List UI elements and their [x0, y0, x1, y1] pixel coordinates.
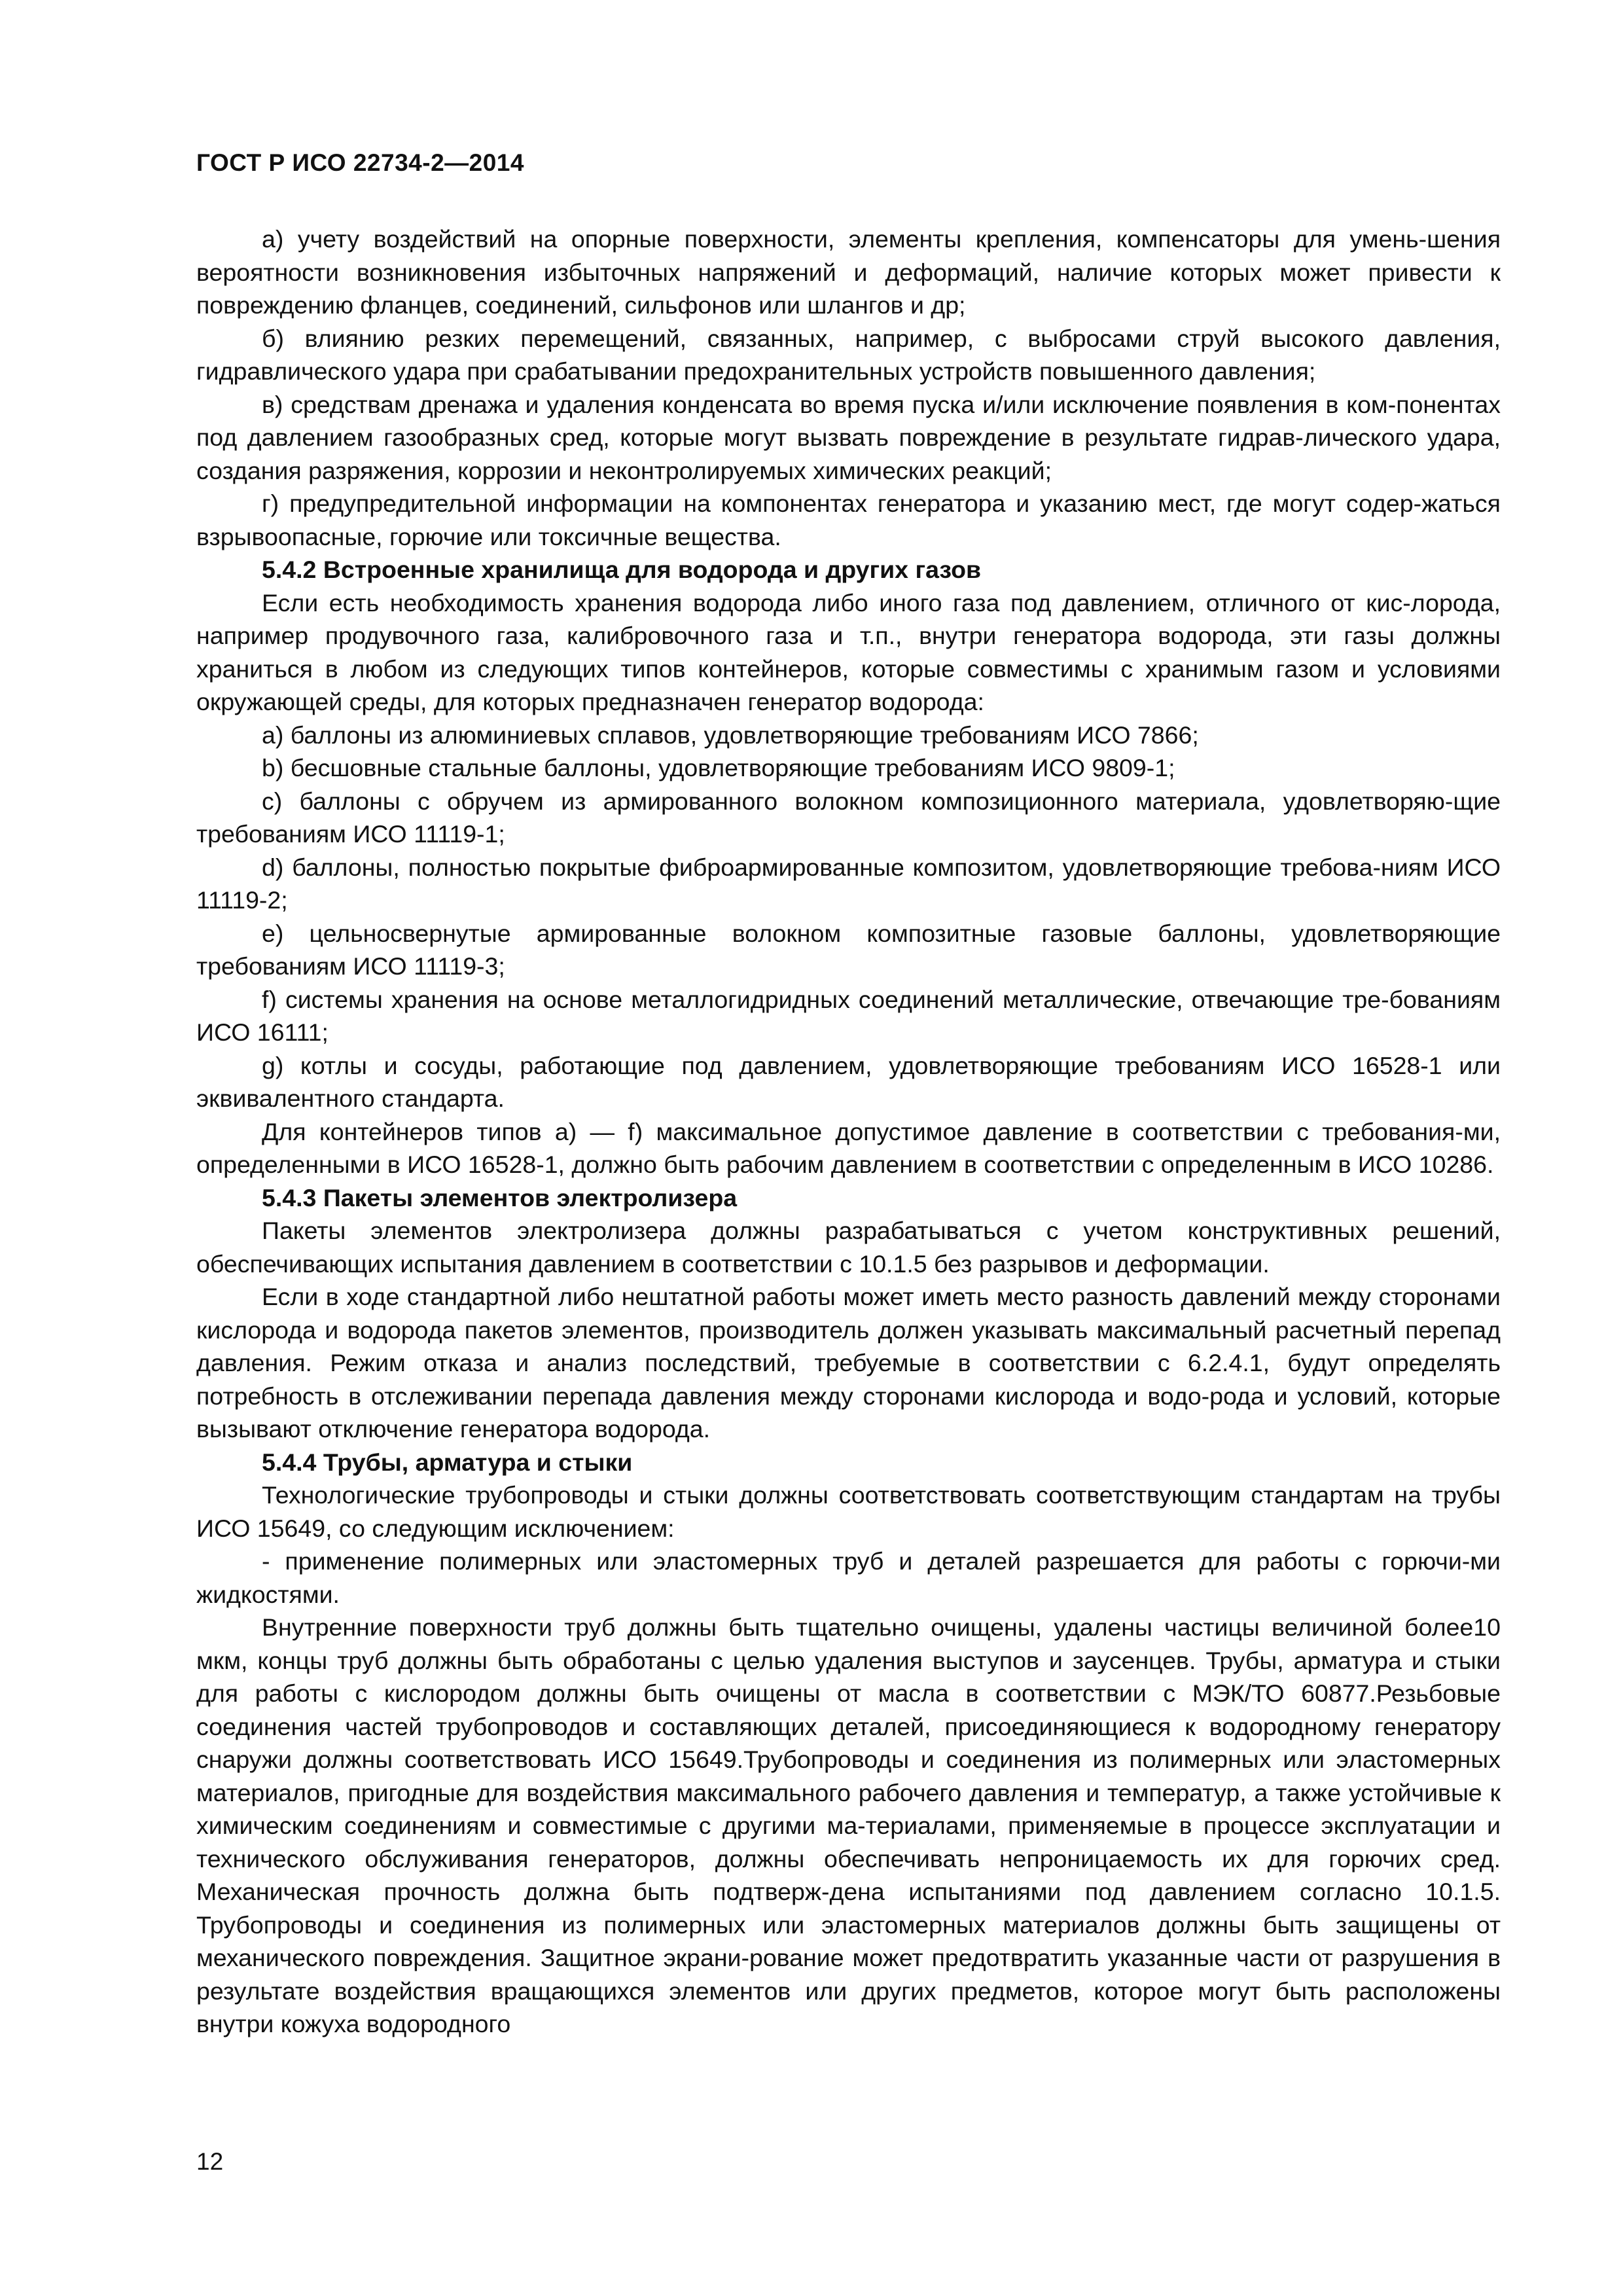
page-number: 12: [196, 2148, 224, 2175]
list-item-f: f) системы хранения на основе металлогидридных соединений металлические, отвечающие тре-бованиям ИСО 16111;: [196, 985, 1501, 1046]
document-header: ГОСТ Р ИСО 22734-2—2014: [196, 149, 524, 176]
section-heading-5-4-2: 5.4.2 Встроенные хранилища для водорода и других газов: [262, 556, 982, 583]
paragraph-v: в) средствам дренажа и удаления конденсата во время пуска и/или исключение появления в ком-понентах под давлением газообразных сред, которые могут вызвать повреждение в результате гидрав-лического удара, создания разряжения, коррозии и неконтролируемых химических реакций;: [196, 390, 1501, 484]
list-item-exception: - применение полимерных или эластомерных труб и деталей разрешается для работы с горючи-ми жидкостями.: [196, 1547, 1501, 1608]
paragraph-b: б) влиянию резких перемещений, связанных, например, с выбросами струй высокого давления, гидравлического удара при срабатывании предохранительных устройств повышенного давления;: [196, 324, 1501, 385]
list-item-g: g) котлы и сосуды, работающие под давлением, удовлетворяющие требованиям ИСО 16528-1 или эквивалентного стандарта.: [196, 1051, 1501, 1112]
paragraph-max-pressure: Для контейнеров типов a) — f) максимальное допустимое давление в соответствии с требования-ми, определенными в ИСО 16528-1, должно быть рабочим давлением в соответствии с определенным в ИСО 10286.: [196, 1117, 1501, 1178]
list-item-a: a) баллоны из алюминиевых сплавов, удовлетворяющие требованиям ИСО 7866;: [262, 721, 1199, 749]
paragraph-storage-intro: Если есть необходимость хранения водорода либо иного газа под давлением, отличного от кис-лорода, например продувочного газа, калибровочного газа и т.п., внутри генератора водорода, эти газы должны храниться в любом из следующих типов контейнеров, которые совместимы с хранимым газом и условиями окружающей среды, для которых предназначен генератор водорода:: [196, 588, 1501, 715]
document-body: [196, 223, 1501, 2041]
paragraph-stack-design: Пакеты элементов электролизера должны разрабатываться с учетом конструктивных решений, обеспечивающих испытания давлением в соответствии с 10.1.5 без разрывов и деформации.: [196, 1217, 1501, 1278]
paragraph-pressure-difference: Если в ходе стандартной либо нештатной работы может иметь место разность давлений между сторонами кислорода и водорода пакетов элементов, производитель должен указывать максимальный расчетный перепад давления. Режим отказа и анализ последствий, требуемые в соответствии с 6.2.4.1, будут определять потребность в отслеживании перепада давления между сторонами кислорода и водо-рода и условий, которые вызывают отключение генератора водорода.: [196, 1283, 1501, 1443]
list-item-d: d) баллоны, полностью покрытые фиброармированные композитом, удовлетворяющие требова-ниям ИСО 11119-2;: [196, 853, 1501, 914]
paragraph-a: а) учету воздействий на опорные поверхности, элементы крепления, компенсаторы для умень-шения вероятности возникновения избыточных напряжений и деформаций, наличие которых может привести к повреждению фланцев, соединений, сильфонов или шлангов и др;: [196, 225, 1501, 319]
paragraph-pipe-cleaning: Внутренние поверхности труб должны быть тщательно очищены, удалены частицы величиной более10 мкм, концы труб должны быть обработаны с целью удаления выступов и заусенцев. Трубы, арматура и стыки для работы с кислородом должны быть очищены от масла в соответствии с МЭК/ТО 60877.Резьбовые соединения частей трубопроводов и составляющих деталей, присоединяющиеся к водородному генератору снаружи должны соответствовать ИСО 15649.Трубопроводы и соединения из полимерных или эластомерных материалов, пригодные для воздействия максимального рабочего давления и температур, а также устойчивые к химическим соединениям и совместимые с другими ма-териалами, применяемые в процессе эксплуатации и технического обслуживания генераторов, должны обеспечивать непроницаемость их для горючих сред. Механическая прочность должна быть подтверж-дена испытаниями под давлением согласно 10.1.5. Трубопроводы и соединения из полимерных или эластомерных материалов должны быть защищены от механического повреждения. Защитное экрани-рование может предотвратить указанные части от разрушения в результате воздействия вращающихся элементов или других предметов, которое могут быть расположены внутри кожуха водородного: [196, 1613, 1501, 2037]
list-item-b: b) бесшовные стальные баллоны, удовлетворяющие требованиям ИСО 9809-1;: [262, 754, 1175, 781]
list-item-e: e) цельносвернутые армированные волокном композитные газовые баллоны, удовлетворяющие требованиям ИСО 11119-3;: [196, 919, 1501, 980]
section-heading-5-4-3: 5.4.3 Пакеты элементов электролизера: [262, 1183, 738, 1211]
list-item-c: c) баллоны с обручем из армированного волокном композиционного материала, удовлетворяю-щие требованиям ИСО 11119-1;: [196, 787, 1501, 848]
paragraph-piping-standards: Технологические трубопроводы и стыки должны соответствовать соответствующим стандартам на трубы ИСО 15649, со следующим исключением:: [196, 1481, 1501, 1542]
paragraph-g: г) предупредительной информации на компонентах генератора и указанию мест, где могут содер-жаться взрывоопасные, горючие или токсичные вещества.: [196, 490, 1501, 550]
section-heading-5-4-4: 5.4.4 Трубы, арматура и стыки: [262, 1448, 633, 1476]
